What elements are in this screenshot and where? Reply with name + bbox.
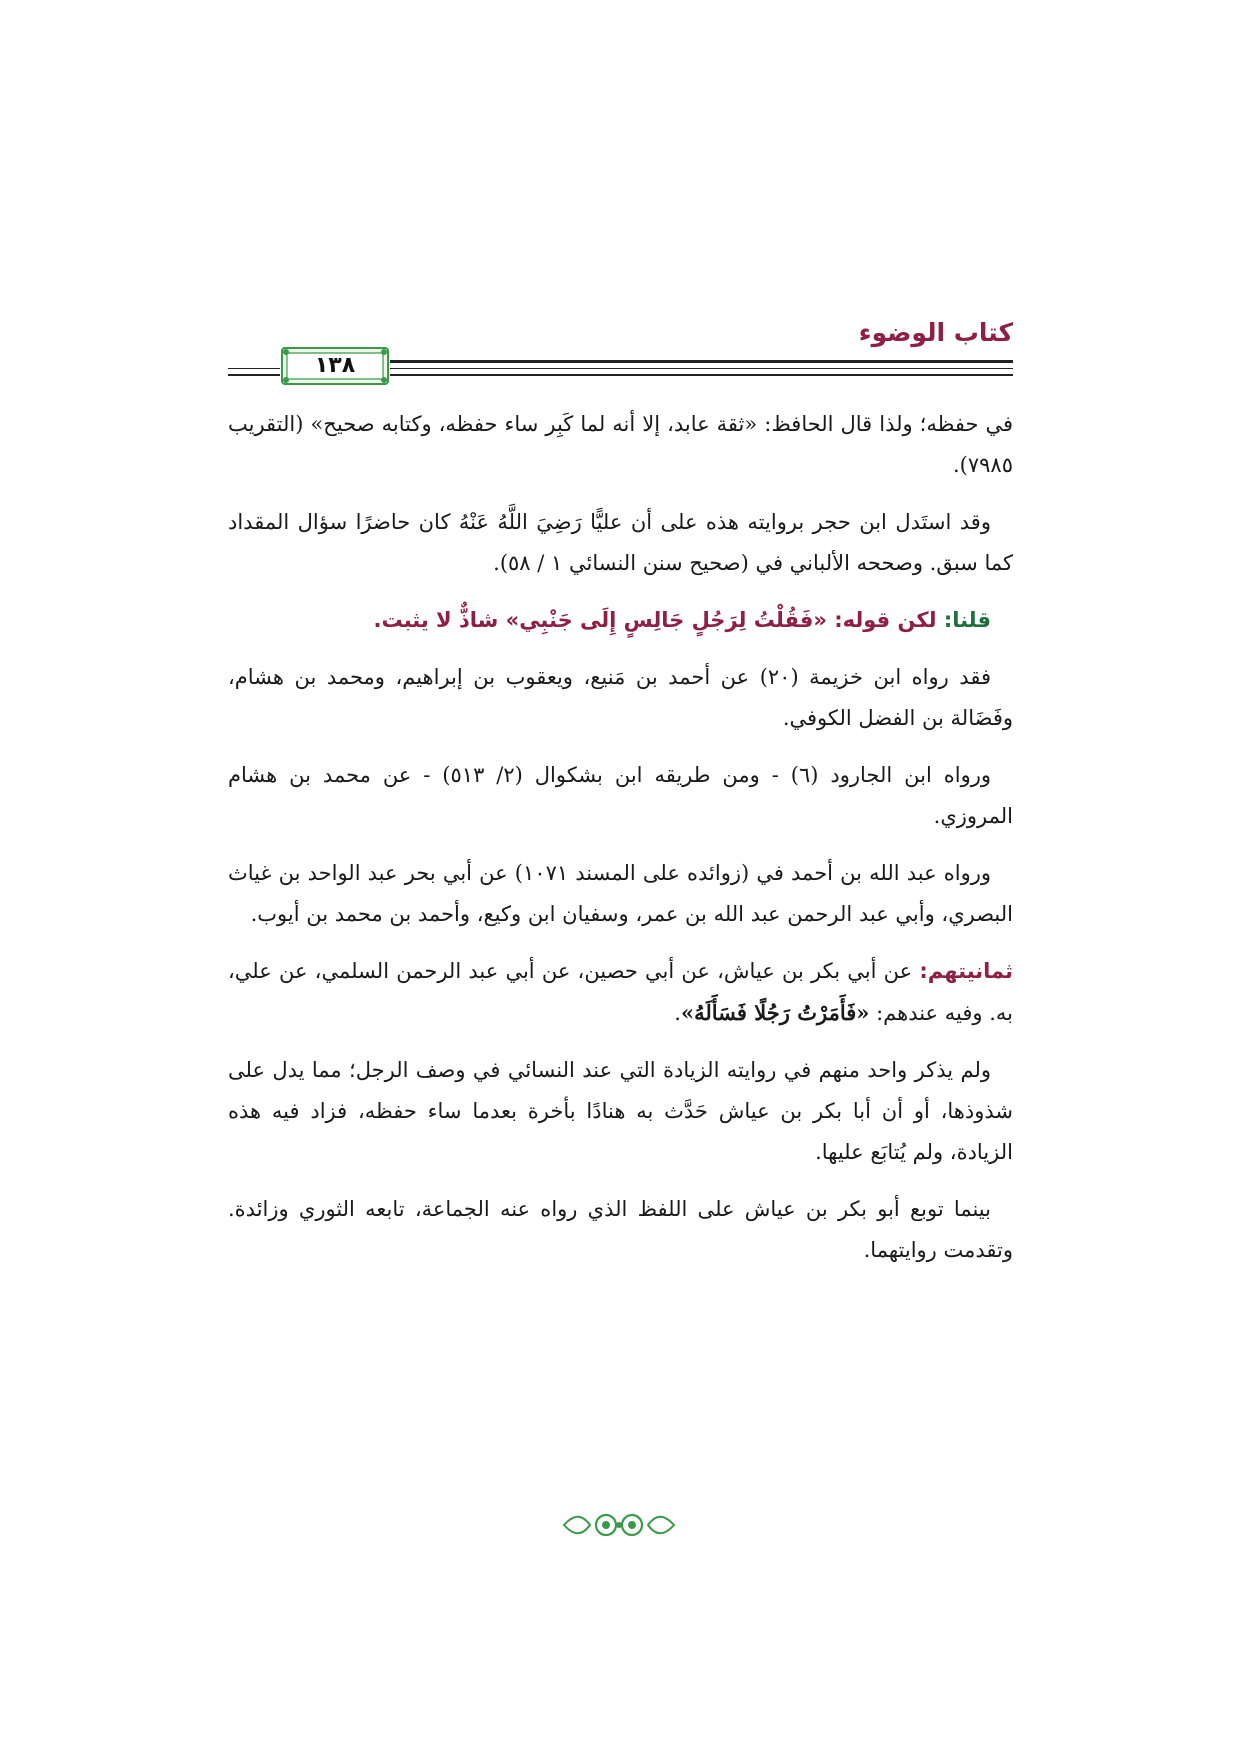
header-rule: [228, 368, 280, 369]
paragraph: فقد رواه ابن خزيمة (٢٠) عن أحمد بن مَنيع، ويعقوب بن إبراهيم، ومحمد بن هشام، وفَضَالة بن الفضل الكوفي.: [228, 665, 1013, 730]
header-rule: [390, 360, 1013, 363]
paragraph: [228, 951, 1013, 1034]
floral-ornament-icon: [560, 1508, 678, 1542]
page-header: [228, 318, 1013, 390]
header-rule: [390, 374, 1013, 376]
book-title: كتاب الوضوء: [858, 318, 1013, 347]
main-text: [228, 404, 1013, 1287]
paragraph-text: عن أبي بكر بن عياش، عن أبي حصين، عن أبي عبد الرحمن السلمي، عن علي، به. وفيه عندهم:: [228, 959, 1013, 1025]
paragraph: ولم يذكر واحد منهم في روايته الزيادة التي عند النسائي في وصف الرجل؛ مما يدل على شذوذها، أو أن أبا بكر بن عياش حَدَّث به هنادًا بأخرة بعدما ساء حفظه، فزاد فيه هذه الزيادة، ولم يُتابَع عليها.: [228, 1058, 1013, 1164]
paragraph: ورواه ابن الجارود (٦) - ومن طريقه ابن بشكوال (٢/ ٥١٣) - عن محمد بن هشام المروزي.: [228, 763, 1013, 828]
highlighted-text: لكن قوله: «فَقُلْتُ لِرَجُلٍ جَالِسٍ إِلَى جَنْبِي» شاذٌّ لا يثبت.: [373, 608, 944, 632]
header-rule: [390, 368, 1013, 369]
paragraph: بينما توبع أبو بكر بن عياش على اللفظ الذي رواه عنه الجماعة، تابعه الثوري وزائدة. وتقدمت روايتهما.: [228, 1197, 1013, 1262]
page-number-badge: [280, 346, 390, 386]
quoted-hadith: «فَأَمَرْتُ رَجُلًا فَسَأَلَهُ»: [680, 1000, 870, 1025]
paragraph: ورواه عبد الله بن أحمد في (زوائده على المسند ١٠٧١) عن أبي بحر عبد الواحد بن غياث البصري، وأبي عبد الرحمن عبد الله بن عمر، وسفيان ابن وكيع، وأحمد بن محمد بن أيوب.: [228, 861, 1013, 926]
page-number: ١٣٨: [314, 353, 356, 378]
paragraph-label: قلنا:: [943, 608, 991, 632]
header-rule: [228, 374, 280, 376]
paragraph-text: .: [674, 1001, 681, 1025]
paragraph: [228, 600, 1013, 641]
paragraph: في حفظه؛ ولذا قال الحافظ: «ثقة عابد، إلا أنه لما كَبِر ساء حفظه، وكتابه صحيح» (التقريب ٧٩٨٥).: [228, 412, 1013, 477]
paragraph-label: ثمانيتهم:: [919, 959, 1013, 983]
paragraph: وقد استَدل ابن حجر بروايته هذه على أن عليًّا رَضِيَ اللَّهُ عَنْهُ كان حاضرًا سؤال المقداد كما سبق. وصححه الألباني في (صحيح سنن النسائي ١ / ٥٨).: [228, 510, 1013, 575]
